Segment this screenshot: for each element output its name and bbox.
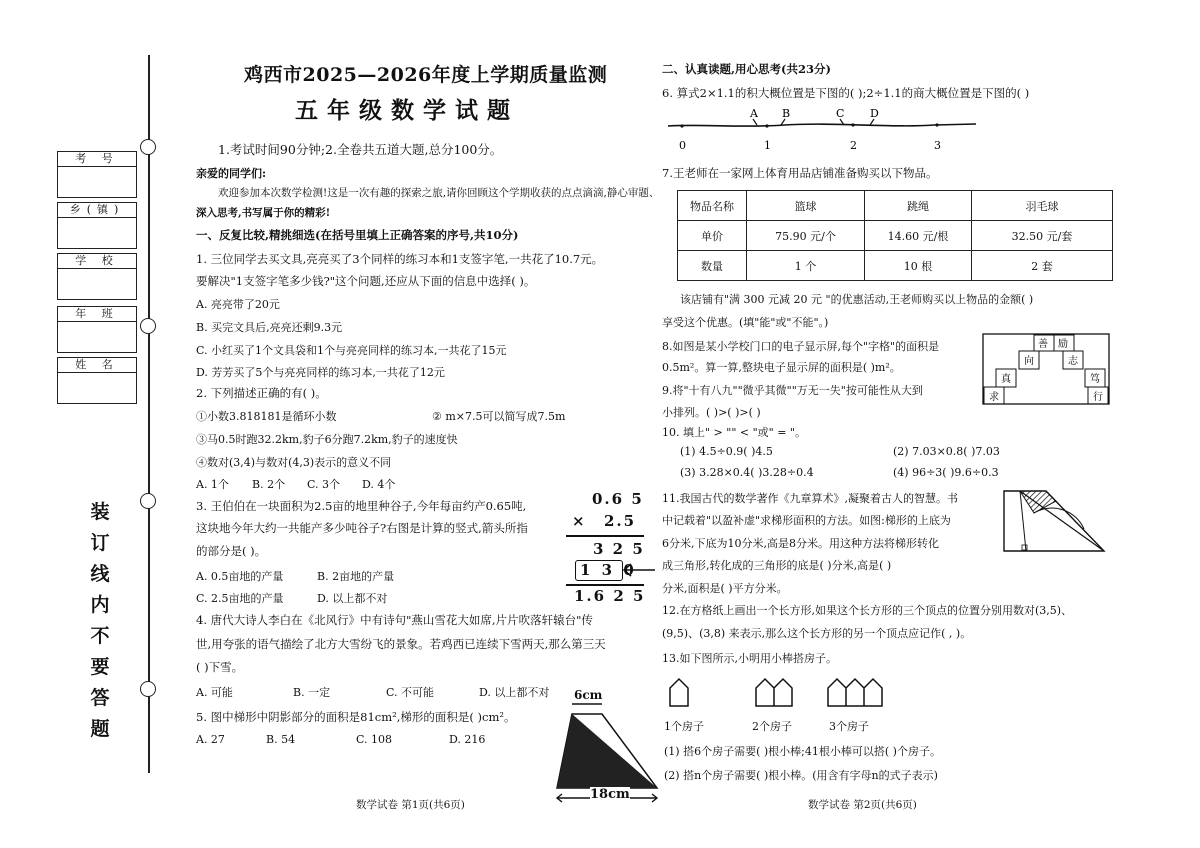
table-cell: 1 个 xyxy=(747,251,865,281)
q5-option: A. 27 xyxy=(196,733,225,746)
vm-row: 2.5 xyxy=(604,512,637,530)
vm-row: 1 3 0 xyxy=(580,561,637,579)
q5-option: B. 54 xyxy=(266,733,296,746)
point-label: B xyxy=(782,107,791,120)
point-label: A xyxy=(750,107,758,120)
trapezoid-bottom-label: 18cm xyxy=(590,787,630,802)
q3-option: A. 0.5亩地的产量 xyxy=(196,570,284,583)
field-label: 姓 名 xyxy=(57,357,137,373)
section-heading: 一、反复比较,精挑细选(在括号里填上正确答案的序号,共10分) xyxy=(196,228,519,242)
q1-option: A. 亮亮带了20元 xyxy=(196,298,280,311)
binding-line xyxy=(148,55,150,773)
display-char: 励 xyxy=(1058,339,1068,350)
vm-sign: × xyxy=(572,512,585,530)
q8-stem: 0.5m²。算一算,整块电子显示屏的面积是( )m²。 xyxy=(662,361,901,374)
binding-hole xyxy=(140,493,156,509)
point-label: C xyxy=(836,107,845,120)
q1-option: C. 小红买了1个文具袋和1个与亮亮同样的练习本,一共花了15元 xyxy=(196,344,507,357)
stick-houses-figure xyxy=(664,676,904,710)
intro-line: 深入思考,书写属于你的精彩! xyxy=(196,207,331,219)
table-row xyxy=(678,251,1113,281)
vm-row: 0.6 5 xyxy=(592,490,644,508)
q3-stem: 3. 王伯伯在一块面积为2.5亩的地里种谷子,今年每亩约产0.65吨, xyxy=(196,499,527,513)
tick-label: 3 xyxy=(934,139,941,152)
exam-number-field[interactable] xyxy=(57,151,137,198)
binding-hole xyxy=(140,139,156,155)
q5-option: C. 108 xyxy=(356,733,393,746)
display-char: 行 xyxy=(1093,392,1103,403)
table-cell: 14.60 元/根 xyxy=(865,221,972,251)
q4-option: A. 可能 xyxy=(196,686,233,699)
table-cell: 2 套 xyxy=(972,251,1113,281)
q10-item: (4) 96÷3( )9.6÷0.3 xyxy=(893,466,999,479)
q4-option: B. 一定 xyxy=(293,686,331,699)
binding-hole xyxy=(140,681,156,697)
vm-row: 1.6 2 5 xyxy=(574,587,646,605)
q2-statement: ② m×7.5可以简写成7.5m xyxy=(432,410,566,423)
exam-title: 鸡西市2025—2026年度上学期质量监测 xyxy=(244,64,608,86)
q2-option: D. 4个 xyxy=(362,478,396,491)
table-header-cell: 羽毛球 xyxy=(972,191,1113,221)
township-field[interactable] xyxy=(57,202,137,249)
q13-sub: (2) 搭n个房子需要( )根小棒。(用含有字母n的式子表示) xyxy=(664,769,938,782)
section-heading: 二、认真读题,用心思考(共23分) xyxy=(662,62,831,76)
binding-warning: 装 订 线 内 不 要 答 题 xyxy=(90,501,110,740)
trapezoid-top-label: 6cm xyxy=(574,688,603,702)
q6-stem: 6. 算式2×1.1的积大概位置是下图的( );2÷1.1的商大概位置是下图的( ) xyxy=(662,86,1030,100)
field-label: 学 校 xyxy=(57,253,137,269)
q9-stem: 9.将"十有八九""微乎其微""万无一失"按可能性从大到 xyxy=(662,384,923,397)
table-header-cell: 篮球 xyxy=(747,191,865,221)
q4-stem: 4. 唐代大诗人李白在《北风行》中有诗句"燕山雪花大如席,片片吹落轩辕台"传 xyxy=(196,613,593,627)
goods-table xyxy=(677,190,1113,281)
q5-stem: 5. 图中梯形中阴影部分的面积是81cm²,梯形的面积是( )cm²。 xyxy=(196,710,516,724)
q4-option: C. 不可能 xyxy=(386,686,435,699)
display-char: 志 xyxy=(1068,356,1078,367)
table-row xyxy=(678,191,1113,221)
page-footer: 数学试卷 第1页(共6页) xyxy=(356,799,465,811)
house-label: 3个房子 xyxy=(829,720,869,733)
q10-item: (3) 3.28×0.4( )3.28÷0.4 xyxy=(680,466,814,479)
q11-stem: 11.我国古代的数学著作《九章算术》,凝聚着古人的智慧。书 xyxy=(662,492,958,505)
greeting: 亲爱的同学们: xyxy=(196,167,267,180)
q4-stem: 世,用夸张的语气描绘了北方大雪纷飞的景象。若鸡西已连续下雪两天,那么第三天 xyxy=(196,637,606,651)
q3-option: B. 2亩地的产量 xyxy=(317,570,395,583)
q13-sub: (1) 搭6个房子需要( )根小棒;41根小棒可以搭( )个房子。 xyxy=(664,745,941,758)
q2-option: A. 1个 xyxy=(196,478,229,491)
q2-statement: ③马0.5时跑32.2km,豹子6分跑7.2km,豹子的速度快 xyxy=(196,433,458,446)
number-line xyxy=(664,104,984,154)
q13-stem: 13.如下图所示,小明用小棒搭房子。 xyxy=(662,652,837,665)
display-char: 善 xyxy=(1038,339,1048,350)
exam-subtitle: 五年级数学试题 xyxy=(295,97,519,124)
field-label: 考 号 xyxy=(57,151,137,167)
field-label: 乡(镇) xyxy=(57,202,137,218)
table-cell: 数量 xyxy=(678,251,747,281)
display-char: 笃 xyxy=(1090,374,1100,385)
page-footer: 数学试卷 第2页(共6页) xyxy=(808,799,917,811)
display-char: 求 xyxy=(989,392,999,403)
q1-stem: 要解决"1支签字笔多少钱?"这个问题,还应从下面的信息中选择( )。 xyxy=(196,274,536,288)
display-char: 真 xyxy=(1001,374,1011,385)
arrow-left-icon xyxy=(621,562,657,578)
point-label: D xyxy=(870,107,879,120)
table-header-cell: 物品名称 xyxy=(678,191,747,221)
q11-stem: 中记载着"以盈补虚"求梯形面积的方法。如图:梯形的上底为 xyxy=(662,514,951,527)
q12-stem: 12.在方格纸上画出一个长方形,如果这个长方形的三个顶点的位置分别用数对(3,5)、 xyxy=(662,604,1073,617)
q10-item: (2) 7.03×0.8( )7.03 xyxy=(893,445,1000,458)
q8-stem: 8.如图是某小学校门口的电子显示屏,每个"字格"的面积是 xyxy=(662,340,940,353)
trapezoid-transform-figure xyxy=(1000,487,1110,557)
table-row xyxy=(678,221,1113,251)
table-cell: 单价 xyxy=(678,221,747,251)
tick-label: 0 xyxy=(679,139,686,152)
q2-option: C. 3个 xyxy=(307,478,341,491)
exam-info: 1.考试时间90分钟;2.全卷共五道大题,总分100分。 xyxy=(218,142,503,157)
q7-stem: 7.王老师在一家网上体育用品店铺准备购买以下物品。 xyxy=(662,166,938,180)
q1-stem: 1. 三位同学去买文具,亮亮买了3个同样的练习本和1支签字笔,一共花了10.7元。 xyxy=(196,252,604,266)
intro-line: 欢迎参加本次数学检测!这是一次有趣的探索之旅,请你回顾这个学期收获的点点滴滴,静心审题、 xyxy=(218,187,660,199)
table-cell: 32.50 元/套 xyxy=(972,221,1113,251)
q7-followup: 该店铺有"满 300 元减 20 元 "的优惠活动,王老师购买以上物品的金额( ) xyxy=(680,293,1034,306)
tick-label: 1 xyxy=(764,139,771,152)
school-field[interactable] xyxy=(57,253,137,300)
q11-stem: 成三角形,转化成的三角形的底是( )分米,高是( ) xyxy=(662,559,892,572)
q4-stem: ( )下雪。 xyxy=(196,660,244,674)
field-label: 年 班 xyxy=(57,306,137,322)
q3-stem: 的部分是( )。 xyxy=(196,544,267,558)
led-display-figure xyxy=(982,333,1112,407)
q2-stem: 2. 下列描述正确的有( )。 xyxy=(196,386,327,400)
q11-stem: 6分米,下底为10分米,高是8分米。用这种方法将梯形转化 xyxy=(662,537,939,550)
name-field[interactable] xyxy=(57,357,137,404)
binding-hole xyxy=(140,318,156,334)
q2-option: B. 2个 xyxy=(252,478,286,491)
table-cell: 75.90 元/个 xyxy=(747,221,865,251)
house-label: 2个房子 xyxy=(752,720,792,733)
q1-option: B. 买完文具后,亮亮还剩9.3元 xyxy=(196,321,343,334)
house-label: 1个房子 xyxy=(664,720,704,733)
q3-stem: 这块地今年大约一共能产多少吨谷子?右图是计算的竖式,箭头所指 xyxy=(196,521,528,535)
q5-option: D. 216 xyxy=(449,733,486,746)
q1-option: D. 芳芳买了5个与亮亮同样的练习本,一共花了12元 xyxy=(196,366,445,379)
table-header-cell: 跳绳 xyxy=(865,191,972,221)
q2-statement: ①小数3.818181是循环小数 xyxy=(196,410,337,423)
vm-row: 3 2 5 xyxy=(593,540,645,558)
vm-rule xyxy=(566,584,644,586)
q3-option: D. 以上都不对 xyxy=(317,592,388,605)
q2-statement: ④数对(3,4)与数对(4,3)表示的意义不同 xyxy=(196,456,392,469)
q4-option: D. 以上都不对 xyxy=(479,686,550,699)
q11-stem: 分米,面积是( )平方分米。 xyxy=(662,582,788,595)
q10-stem: 10. 填上" > "" < "或" = "。 xyxy=(662,426,806,439)
display-char: 向 xyxy=(1024,356,1034,367)
q12-stem: (9,5)、(3,8) 来表示,那么这个长方形的另一个顶点应记作( , )。 xyxy=(662,627,972,640)
table-cell: 10 根 xyxy=(865,251,972,281)
vm-rule xyxy=(566,535,644,537)
q10-item: (1) 4.5÷0.9( )4.5 xyxy=(680,445,773,458)
q9-stem: 小排列。( )>( )>( ) xyxy=(662,406,761,419)
class-field[interactable] xyxy=(57,306,137,353)
q7-followup: 享受这个优惠。(填"能"或"不能"。) xyxy=(662,316,829,329)
q3-option: C. 2.5亩地的产量 xyxy=(196,592,284,605)
tick-label: 2 xyxy=(850,139,857,152)
